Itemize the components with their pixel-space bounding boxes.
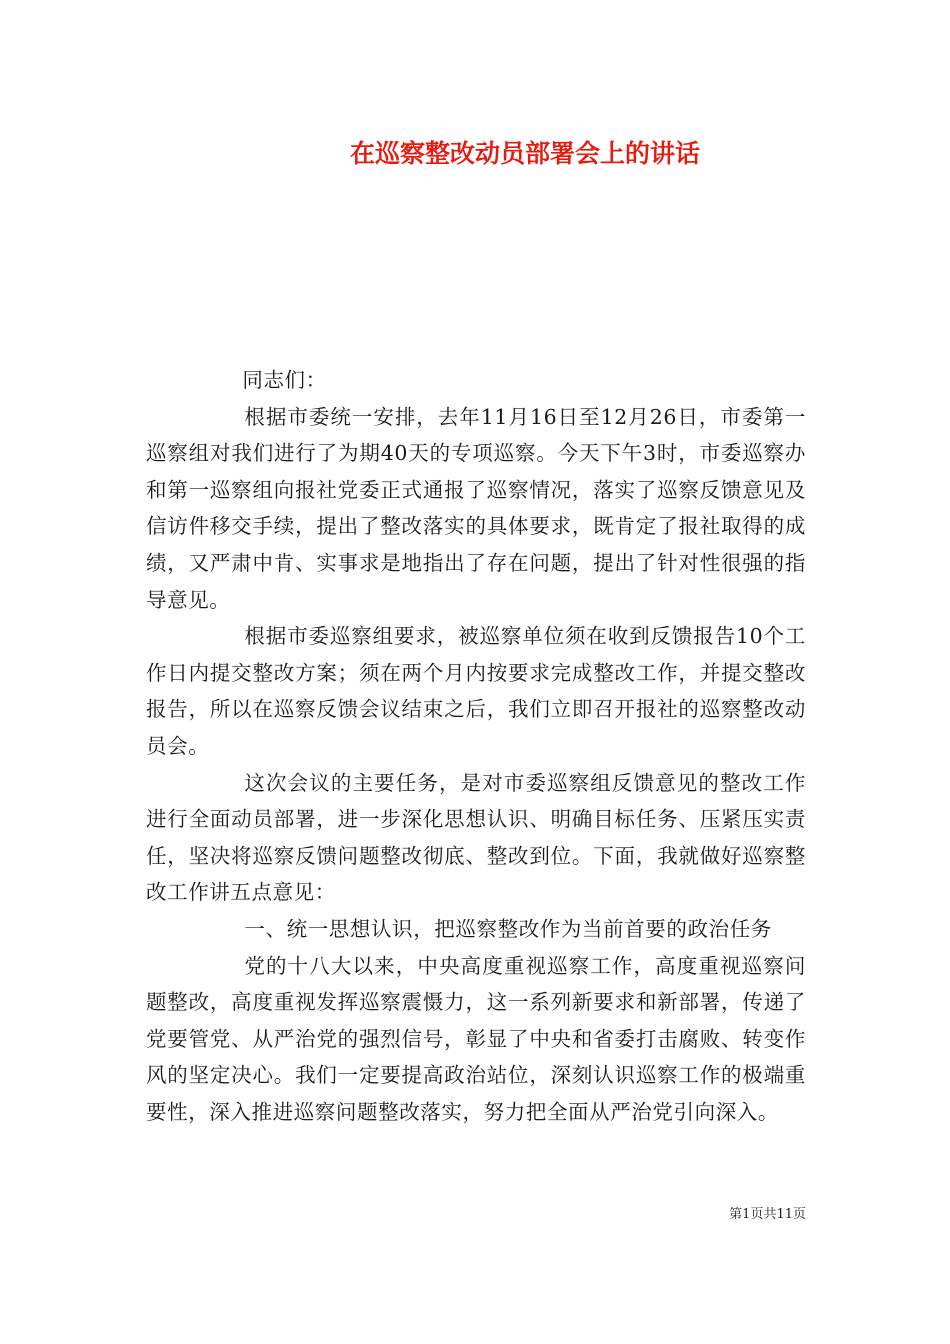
paragraph-1: 根据市委统一安排，去年11月16日至12月26日，市委第一巡察组对我们进行了为期40天的专项巡察。今天下午3时，市委巡察办和第一巡察组向报社党委正式通报了巡察情况，落实了巡察反馈意见及信访件移交手续，提出了整改落实的具体要求，既肯定了报社取得的成绩，又严肃中肯、实事求是地指出了存在问题，提出了针对性很强的指导意见。: [146, 404, 806, 612]
page-number: 第1页共11页: [729, 1207, 806, 1222]
paragraph-3: 这次会议的主要任务，是对市委巡察组反馈意见的整改工作进行全面动员部署，进一步深化思想认识、明确目标任务、压紧压实责任，坚决将巡察反馈问题整改彻底、整改到位。下面，我就做好巡察整改工作讲五点意见：: [146, 770, 806, 905]
paragraph-4: 党的十八大以来，中央高度重视巡察工作，高度重视巡察问题整改，高度重视发挥巡察震慑力，这一系列新要求和新部署，传递了党要管党、从严治党的强烈信号，彰显了中央和省委打击腐败、转变作风的坚定决心。我们一定要提高政治站位，深刻认识巡察工作的极端重要性，深入推进巡察问题整改落实，努力把全面从严治党引向深入。: [146, 953, 806, 1124]
document-body: [146, 362, 806, 1130]
paragraph-2: 根据市委巡察组要求，被巡察单位须在收到反馈报告10个工作日内提交整改方案；须在两个月内按要求完成整改工作，并提交整改报告，所以在巡察反馈会议结束之后，我们立即召开报社的巡察整改动员会。: [146, 624, 806, 758]
document-title: 在巡察整改动员部署会上的讲话: [349, 139, 700, 168]
section-heading-1: 一、统一思想认识，把巡察整改作为当前首要的政治任务: [244, 916, 772, 941]
salutation: 同志们：: [242, 368, 327, 392]
